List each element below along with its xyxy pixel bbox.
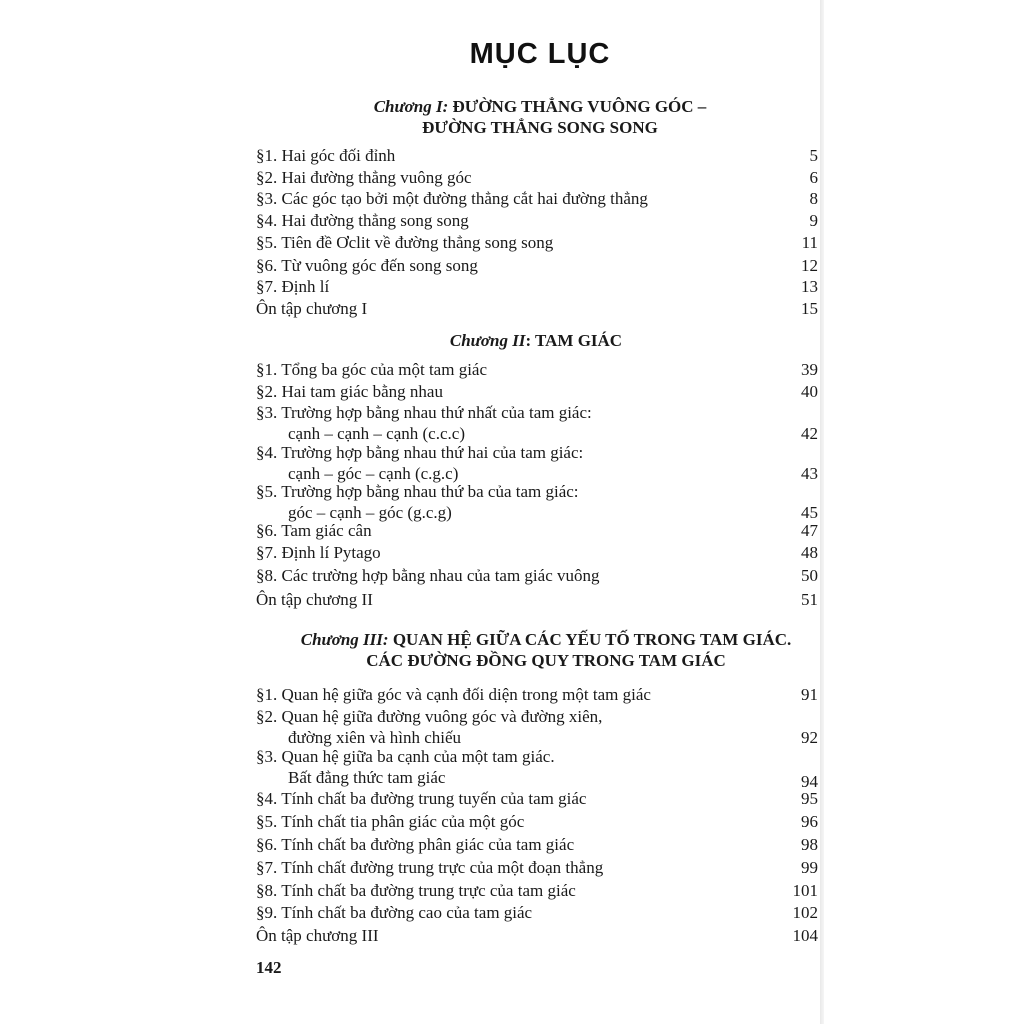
toc-entry[interactable] xyxy=(256,210,818,231)
entry-page: 6 xyxy=(809,168,818,187)
entry-label: §7. Tính chất đường trung trực của một đoạn thẳng xyxy=(256,858,604,877)
toc-entry[interactable] xyxy=(256,902,818,923)
toc-entry[interactable] xyxy=(256,255,818,276)
entry-page: 43 xyxy=(801,464,818,483)
toc-entry[interactable] xyxy=(256,788,818,809)
entry-label: §4. Hai đường thẳng song song xyxy=(256,211,469,230)
toc-entry[interactable] xyxy=(256,925,818,946)
entry-page: 48 xyxy=(801,543,818,562)
chapter-1-heading xyxy=(250,96,830,138)
toc-entry[interactable] xyxy=(256,589,818,610)
entry-label: §5. Tính chất tia phân giác của một góc xyxy=(256,812,525,831)
entry-label: §7. Định lí Pytago xyxy=(256,543,381,562)
entry-label: §7. Định lí xyxy=(256,277,330,296)
entry-page: 13 xyxy=(801,277,818,296)
chapter-2-title-line1: : TAM GIÁC xyxy=(525,331,623,350)
toc-entry[interactable] xyxy=(256,706,818,748)
entry-label: §6. Tam giác cân xyxy=(256,521,372,540)
entry-label: §6. Từ vuông góc đến song song xyxy=(256,256,478,275)
entry-label: §9. Tính chất ba đường cao của tam giác xyxy=(256,903,533,922)
chapter-1-title-line1: ĐƯỜNG THẲNG VUÔNG GÓC – xyxy=(448,97,707,116)
entry-page: 91 xyxy=(801,685,818,704)
toc-entry[interactable] xyxy=(256,359,818,380)
chapter-2-prefix: Chương II xyxy=(449,331,526,350)
entry-label: §5. Tiên đề Ơclit về đường thẳng song song xyxy=(256,233,554,252)
entry-label: §8. Các trường hợp bằng nhau của tam giác vuông xyxy=(256,566,600,585)
entry-page: 45 xyxy=(801,503,818,522)
entry-page: 51 xyxy=(801,590,818,609)
entry-page: 102 xyxy=(792,903,818,922)
entry-label: §6. Tính chất ba đường phân giác của tam giác xyxy=(256,835,575,854)
entry-page: 5 xyxy=(809,146,818,165)
entry-label: §3. Quan hệ giữa ba cạnh của một tam giác. xyxy=(256,747,555,766)
entry-label: §1. Quan hệ giữa góc và cạnh đối diện trong một tam giác xyxy=(256,685,651,704)
toc-entry[interactable] xyxy=(256,145,818,166)
toc-entry[interactable] xyxy=(256,811,818,832)
entry-label: §5. Trường hợp bằng nhau thứ ba của tam giác: xyxy=(256,482,579,501)
toc-entry[interactable] xyxy=(256,746,818,791)
entry-page: 15 xyxy=(801,299,818,318)
entry-label: §2. Hai tam giác bằng nhau xyxy=(256,382,443,401)
chapter-3-prefix: Chương III: xyxy=(300,630,389,649)
toc-entry[interactable] xyxy=(256,481,818,523)
page-edge-shadow xyxy=(820,0,824,1024)
chapter-3-title-line1: QUAN HỆ GIỮA CÁC YẾU TỐ TRONG TAM GIÁC. xyxy=(388,630,792,649)
chapter-2-heading xyxy=(256,330,816,351)
entry-page: 47 xyxy=(801,521,818,540)
entry-label: §3. Các góc tạo bởi một đường thẳng cắt hai đường thẳng xyxy=(256,189,648,208)
entry-label: §2. Hai đường thẳng vuông góc xyxy=(256,168,472,187)
page-title: MỤC LỤC xyxy=(469,38,611,70)
entry-label: §8. Tính chất ba đường trung trực của tam giác xyxy=(256,881,576,900)
entry-page: 42 xyxy=(801,424,818,443)
chapter-1-title-line2: ĐƯỜNG THẲNG SONG SONG xyxy=(422,118,658,137)
toc-entry[interactable] xyxy=(256,188,818,209)
toc-entry[interactable] xyxy=(256,298,818,319)
toc-entry[interactable] xyxy=(256,520,818,541)
entry-page: 104 xyxy=(792,926,818,945)
entry-page: 92 xyxy=(801,728,818,747)
entry-page: 99 xyxy=(801,858,818,877)
toc-entry[interactable] xyxy=(256,565,818,586)
toc-entry[interactable] xyxy=(256,684,818,705)
entry-page: 101 xyxy=(792,881,818,900)
entry-label-continued: cạnh – cạnh – cạnh (c.c.c) xyxy=(288,424,465,443)
toc-entry[interactable] xyxy=(256,542,818,563)
entry-label: §4. Trường hợp bằng nhau thứ hai của tam giác: xyxy=(256,443,584,462)
entry-label-continued: góc – cạnh – góc (g.c.g) xyxy=(288,503,452,522)
entry-page: 94 xyxy=(801,772,818,791)
chapter-1-prefix: Chương I: xyxy=(373,97,449,116)
entry-page: 8 xyxy=(809,189,818,208)
entry-page: 50 xyxy=(801,566,818,585)
toc-entry[interactable] xyxy=(256,381,818,402)
entry-label: §3. Trường hợp bằng nhau thứ nhất của tam giác: xyxy=(256,403,592,422)
toc-entry[interactable] xyxy=(256,276,818,297)
entry-label-continued: cạnh – góc – cạnh (c.g.c) xyxy=(288,464,459,483)
chapter-3-heading xyxy=(256,629,836,671)
toc-entry[interactable] xyxy=(256,880,818,901)
entry-page: 95 xyxy=(801,789,818,808)
toc-entry[interactable] xyxy=(256,402,818,444)
entry-page: 96 xyxy=(801,812,818,831)
entry-page: 98 xyxy=(801,835,818,854)
toc-entry[interactable] xyxy=(256,442,818,484)
entry-label: §1. Tổng ba góc của một tam giác xyxy=(256,360,488,379)
entry-label: Ôn tập chương II xyxy=(256,590,373,609)
entry-label: §2. Quan hệ giữa đường vuông góc và đường xiên, xyxy=(256,707,603,726)
toc-entry[interactable] xyxy=(256,834,818,855)
entry-label-continued: đường xiên và hình chiếu xyxy=(288,728,462,747)
entry-page: 11 xyxy=(801,233,818,252)
entry-page: 9 xyxy=(809,211,818,230)
chapter-3-title-line2: CÁC ĐƯỜNG ĐỒNG QUY TRONG TAM GIÁC xyxy=(366,651,726,670)
entry-label-continued: Bất đẳng thức tam giác xyxy=(288,768,446,787)
entry-page: 39 xyxy=(801,360,818,379)
entry-label: Ôn tập chương III xyxy=(256,926,379,945)
toc-entry[interactable] xyxy=(256,167,818,188)
entry-label: §1. Hai góc đối đỉnh xyxy=(256,146,396,165)
entry-label: §4. Tính chất ba đường trung tuyến của tam giác xyxy=(256,789,587,808)
entry-page: 12 xyxy=(801,256,818,275)
entry-label: Ôn tập chương I xyxy=(256,299,368,318)
toc-entry[interactable] xyxy=(256,857,818,878)
entry-page: 40 xyxy=(801,382,818,401)
page-number: 142 xyxy=(256,958,282,977)
toc-entry[interactable] xyxy=(256,232,818,253)
